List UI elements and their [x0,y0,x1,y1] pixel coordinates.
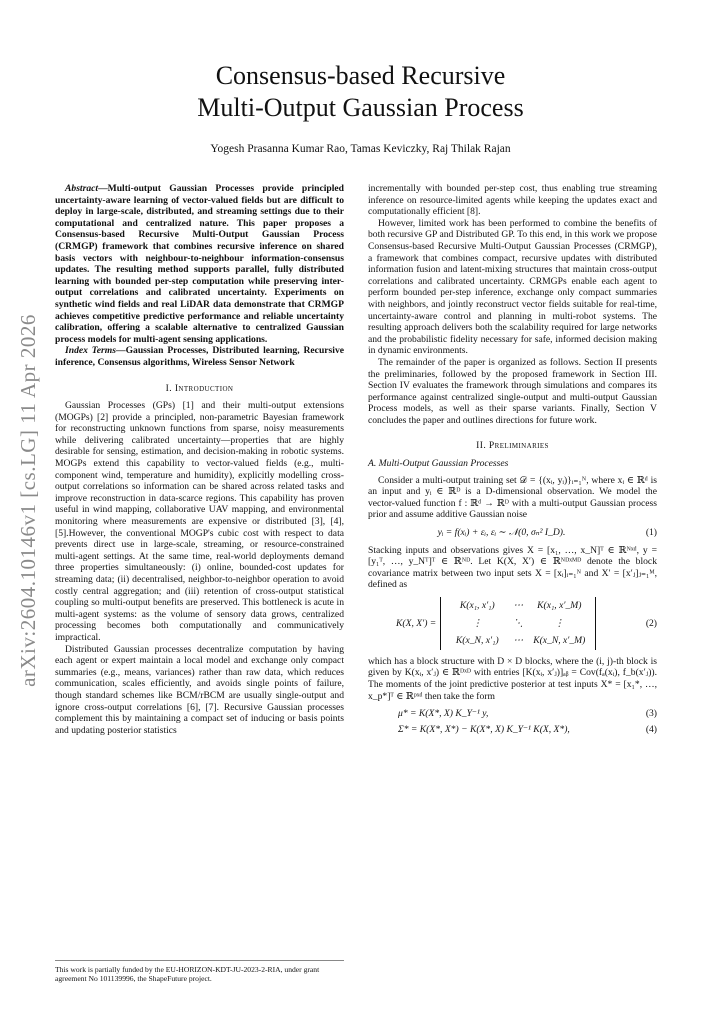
matrix-cell: K(x₁, x′_M) [537,600,582,611]
equation-3 [368,708,657,720]
covariance-matrix [440,597,596,650]
matrix-cell: ⋯ [513,600,524,611]
section-heading-preliminaries: II. Preliminaries [476,440,549,452]
intro-paragraph-1: Gaussian Processes (GPs) [1] and their multi-output extensions (MOGPs) [2] provide a principled, non-parametric Bayesian framework for reconstructing unknown functions from sparse, noisy measurements while delivering calibrated uncertainty—properties that are highly desirable for sensing, estimation, and decision-making in robotic systems. MOGPs extend this capability to vector-valued fields (e.g., multi-component wind, temperature and humidity), explicitly modelling cross-output correlations so information can be shared across related tasks and improve reconstruction in data-scarce regions. This capability has proven useful in wind mapping, collaborative UAV mapping, and environmental monitoring where measurements are expensive or distributed [3], [4], [5].However, the conventional MOGP's cubic cost with respect to data prevents direct use in large-scale, streaming, or resource-constrained multi-agent settings. At the same time, real-world deployments demand three properties simultaneously: (i) online, bounded-cost updates for streaming data; (ii) decentralised, neighbor-to-neighbor operation to avoid costly central aggregation; and (iii) retention of cross-output statistical coupling so multi-output benefits are preserved. This bottleneck is acute in multi-agent systems: as the volume of sensory data grows, centralized processing becomes both computationally and communicatively impractical. [55,400,344,643]
matrix-cell: ⋮ [554,617,565,629]
matrix-cell: K(x_N, x′₁) [455,635,499,647]
left-column [55,183,344,736]
matrix-cell: K(x_N, x′_M) [533,635,586,647]
intro-paragraph-5: The remainder of the paper is organized as follows. Section II presents the preliminaries, followed by the proposed framework in Section III. Section IV evaluates the framework through simulations and compares its performance against centralized single-output and multi-output Gaussian Process models, as well as their sparse variants. Finally, Section V concludes the paper and outlines directions for future work. [368,356,657,426]
abstract-text: —Multi-output Gaussian Processes provide principled uncertainty-aware learning of vector-valued fields but are difficult to deploy in large-scale, distributed, and streaming settings due to their computational and centralized nature. This paper proposes a Consensus-based Recursive Multi-Output Gaussian Process (CRMGP) framework that combines recursive inference on shared basis vectors with neighbour-to-neighbour information-consensus updates. The resulting method supports parallel, fully distributed learning with bounded per-step computation while preserving inter-output correlations and calibrated uncertainty. Experiments on synthetic wind fields and real LiDAR data demonstrate that CRMGP achieves competitive predictive performance and reliable uncertainty calibration, offering a scalable alternative to centralized Gaussian process models for multi-agent sensing applications. [55,183,344,345]
equation-2-number: (2) [645,617,657,629]
equation-4-number: (4) [645,723,657,735]
abstract [55,183,344,345]
abstract-label: Abstract [65,183,99,194]
intro-paragraph-3: incrementally with bounded per-step cost, thus enabling true streaming inference on resource-limited agents while keeping the updates exact and computationally efficient [8]. [368,183,657,218]
equations-3-4 [368,708,657,735]
funding-footnote: This work is partially funded by the EU-HORIZON-KDT-JU-2023-2-RIA, under grant agreement No 101139996, the ShapeFuture project. [55,960,344,983]
section-heading-introduction: I. Introduction [165,382,234,394]
subsection-heading-mogp: A. Multi-Output Gaussian Processes [368,458,509,470]
index-terms [55,345,344,368]
title-line-2: Multi-Output Gaussian Process [197,93,524,122]
intro-paragraph-2: Distributed Gaussian processes decentralize computation by having each agent or expert maintain a local model and exchange only compact summaries (e.g., means, variances) rather than raw data, which reduces communication, scales efficiently, and avoids single points of failure, though standard schemes like BCM/rBCM are usually single-output and ignore cross-output correlations [6], [7]. Recursive Gaussian processes complement this by maintaining a compact set of inducing or basis points and updating posterior statistics [55,643,344,736]
author-list: Yogesh Prasanna Kumar Rao, Tamas Keviczky, Raj Thilak Rajan [210,143,511,155]
equation-3-body: μ* = K(X*, X) K_Y⁻¹ y, [398,708,489,720]
arxiv-identifier: arXiv:2604.10146v1 [cs.LG] 11 Apr 2026 [15,313,40,687]
equation-4-body: Σ* = K(X*, X*) − K(X*, X) K_Y⁻¹ K(X, X*), [398,723,570,735]
title-line-1: Consensus-based Recursive [215,61,506,90]
index-terms-text: —Gaussian Processes, Distributed learning, Recursive inference, Consensus algorithms, Wireless Sensor Network [55,345,344,368]
right-column [368,183,657,741]
matrix-cell: ⋯ [513,635,524,647]
equation-1-number: (1) [645,527,657,539]
mogp-paragraph-3: which has a block structure with D × D blocks, where the (i, j)-th block is given by K(xᵢ, x′ⱼ) ∈ ℝᴰˣᴰ with entries [K(xᵢ, x′ⱼ)]ₐᵦ = Cov(fₐ(xᵢ), f_b(x′ⱼ)). The moments of the joint predictive posterior at test inputs X* = [x₁*, …, x_p*]ᵀ ∈ ℝᵖˣᵈ then take the form [368,655,657,702]
equation-3-number: (3) [645,708,657,720]
equation-1 [368,527,657,539]
intro-paragraph-4: However, limited work has been performed to combine the benefits of both recursive GP and Distributed GP. To this end, in this work we propose Consensus-based Recursive Multi-Output Gaussian Processes (CRMGP), a framework that combines compact, recursive updates with distributed information fusion and latent-mixing structures that maintain cross-output correlations and calibrated uncertainty. CRMGPs enable each agent to perform bounded per-step inference, exchange only compact summaries with neighbors, and jointly reconstruct vector fields suitable for real-time, uncertainty-aware control and planning in multi-robot systems. The resulting approach delivers both the scalability required for large networks and the probabilistic fidelity necessary for safe, informed decision making in dynamic environments. [368,217,657,357]
matrix-cell: ⋮ [472,617,483,629]
matrix-cell: K(x₁, x′₁) [459,600,495,611]
paper-title [60,60,661,124]
mogp-paragraph-2: Stacking inputs and observations gives X = [x₁, …, x_N]ᵀ ∈ ℝᴺˣᵈ, y = [y₁ᵀ, …, y_Nᵀ]ᵀ ∈ ℝᴺᴰ. Let K(X, X′) ∈ ℝᴺᴰˣᴹᴰ denote the block covariance matrix between two input sets X = [xᵢ]ᵢ₌₁ᴺ and X′ = [x′ⱼ]ⱼ₌₁ᴹ, defined as [368,544,657,591]
equation-4 [368,724,657,736]
mogp-paragraph-1: Consider a multi-output training set 𝒟 = {(xᵢ, yᵢ)}ᵢ₌₁ᴺ, where xᵢ ∈ ℝᵈ is an input and yᵢ ∈ ℝᴰ is a D-dimensional observation. We model the vector-valued function f : ℝᵈ → ℝᴰ with a multi-output Gaussian process prior and assume additive Gaussian noise [368,474,657,521]
matrix-cell: ⋱ [513,617,524,629]
equation-1-body: yᵢ = f(xᵢ) + εᵢ, εᵢ ∼ 𝒩(0, σₙ² I_D). [437,527,566,539]
equation-2-lhs: K(X, X′) = [396,617,437,629]
index-terms-label: Index Terms [65,345,116,357]
equation-2 [368,597,657,650]
